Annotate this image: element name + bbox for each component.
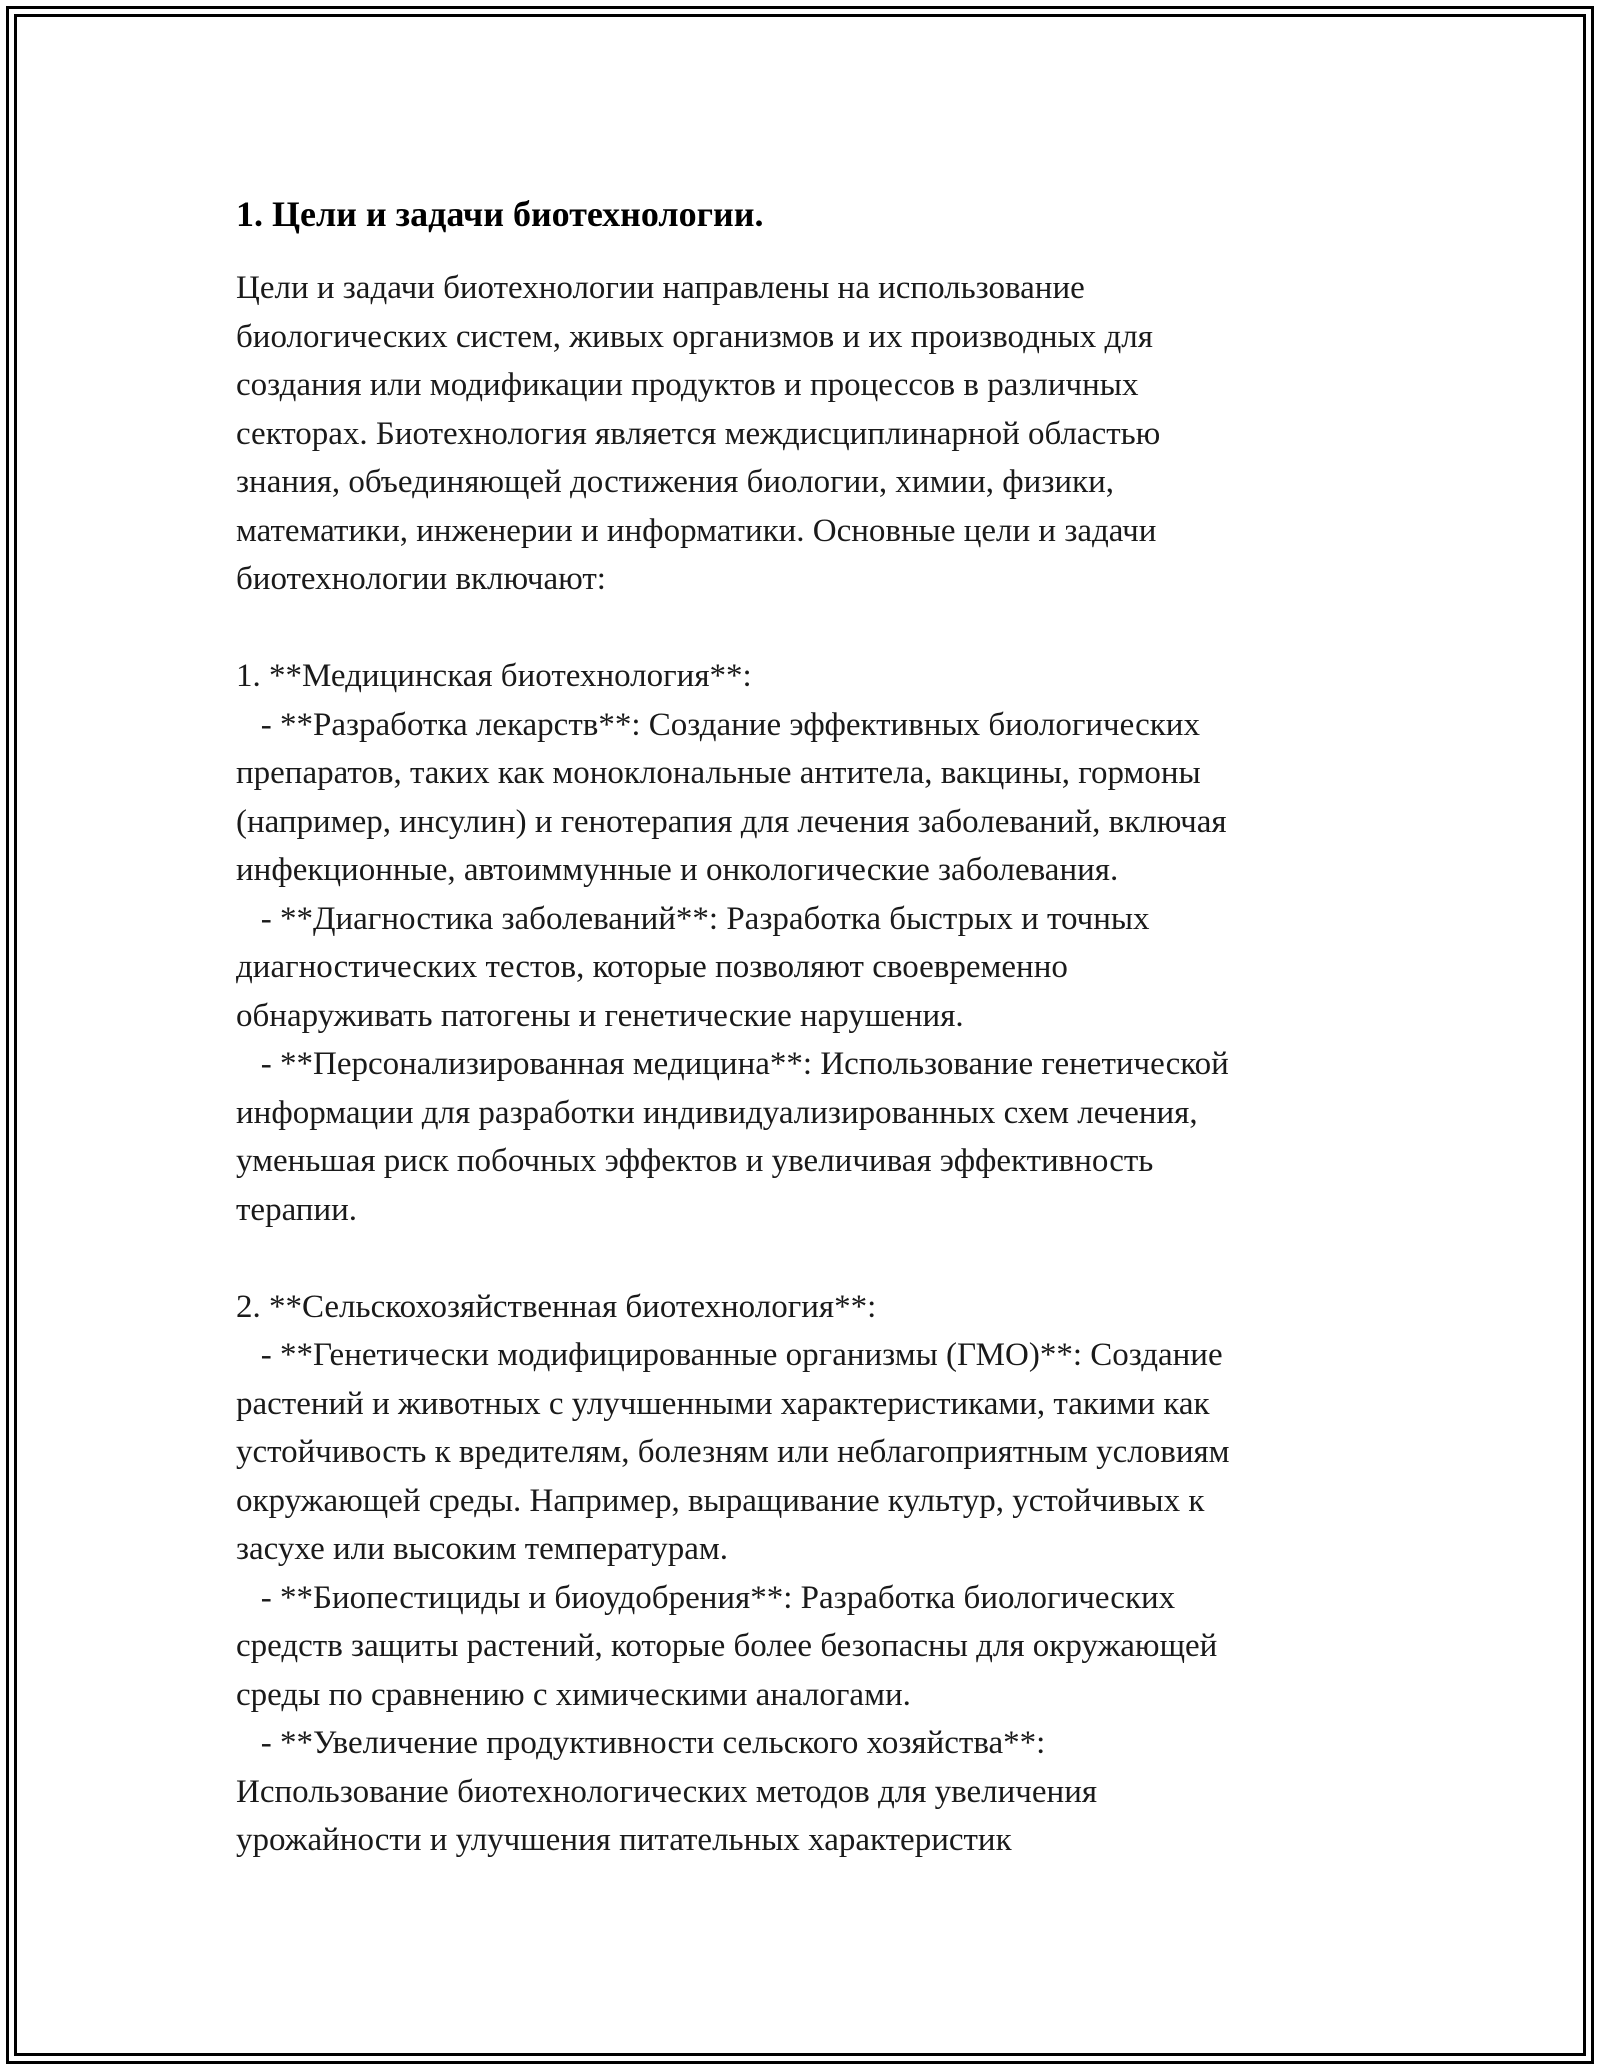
document-content bbox=[236, 186, 1396, 1865]
document-body: Цели и задачи биотехнологии направлены на использование биологических систем, живых организмов и их производных для создания или модификации продуктов и процессов в различных секторах. Биотехнология является междисциплинарной областью знания, объединяющей достижения биологии, химии, физики, математики, инженерии и информатики. Основные цели и задачи биотехнологии включают: 1. **Медицинская биотехнология**: - **Разработка лекарств**: Создание эффективных биологических препаратов, таких как моноклональные антитела, вакцины, гормоны (например, инсулин) и генотерапия для лечения заболеваний, включая инфекционные, автоиммунные и онкологические заболевания. - **Диагностика заболеваний**: Разработка быстрых и точных диагностических тестов, которые позволяют своевременно обнаруживать патогены и генетические нарушения. - **Персонализированная медицина**: Использование генетической информации для разработки индивидуализированных схем лечения, уменьшая риск побочных эффектов и увеличивая эффективность терапии. 2. **Сельскохозяйственная биотехнология**: - **Генетически модифицированные организмы (ГМО)**: Создание растений и животных с улучшенными характеристиками, такими как устойчивость к вредителям, болезням или неблагоприятным условиям окружающей среды. Например, выращивание культур, устойчивых к засухе или высоким температурам. - **Биопестициды и биоудобрения**: Разработка биологических средств защиты растений, которые более безопасны для окружающей среды по сравнению с химическими аналогами. - **Увеличение продуктивности сельского хозяйства**: Использование биотехнологических методов для увеличения урожайности и улучшения питательных характеристик bbox=[236, 270, 1230, 1858]
document-title: 1. Цели и задачи биотехнологии. bbox=[236, 194, 764, 234]
